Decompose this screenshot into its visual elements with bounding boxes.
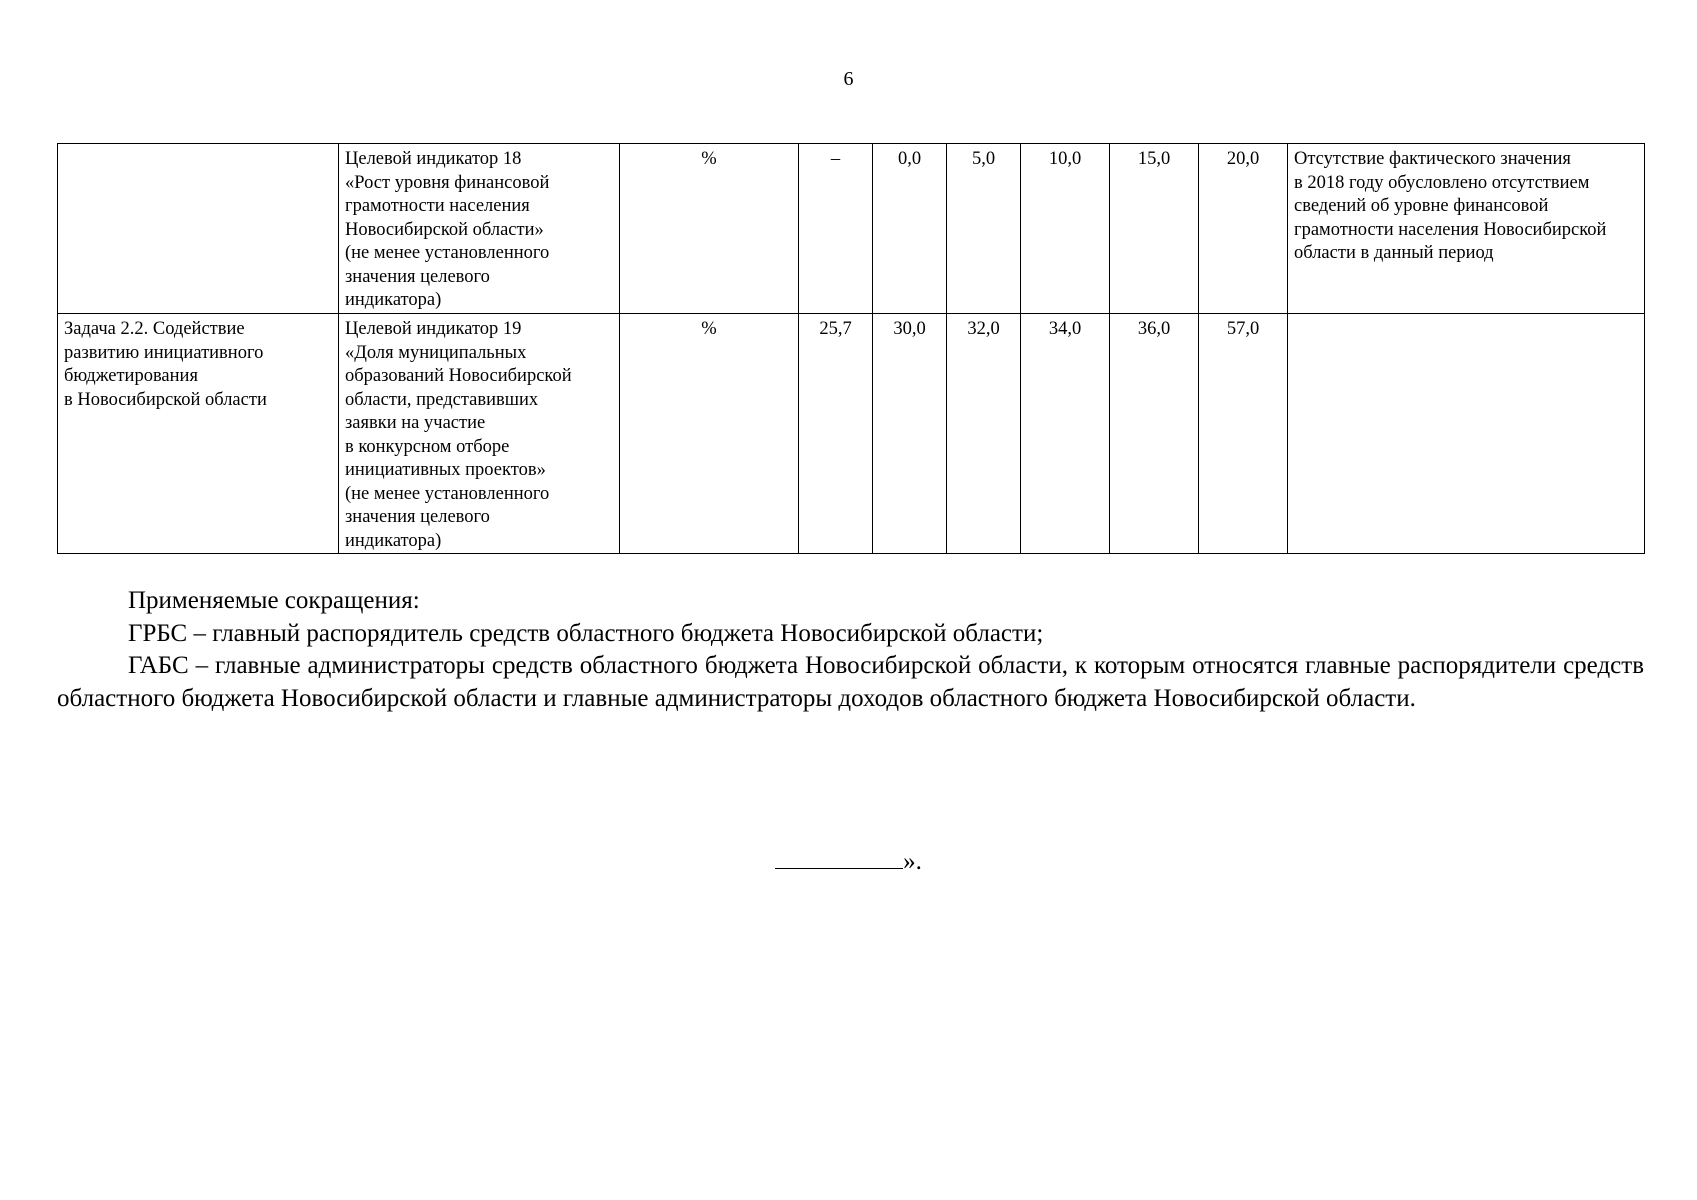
closing-mark [0,846,1697,876]
abbreviations-section [57,585,1644,715]
abbreviation-gabs: ГАБС – главные администраторы средств областного бюджета Новосибирской области, к которым относятся главные распорядители средств областного бюджета Новосибирской области и главные администраторы доходов областного бюджета Новосибирской области. [57,652,1644,712]
abbreviations-heading: Применяемые сокращения: [128,587,420,614]
value-cell: – [799,144,873,314]
value-cell: 34,0 [1021,314,1110,554]
value-cell: 57,0 [1199,314,1288,554]
table-row [58,314,1645,554]
value-cell: 15,0 [1110,144,1199,314]
signature-line [775,846,903,869]
indicator-cell: Целевой индикатор 18 «Рост уровня финансовой грамотности населения Новосибирской области» (не менее установленного значения целевого индикатора) [339,144,620,314]
value-cell: 20,0 [1199,144,1288,314]
value-cell: 30,0 [873,314,947,554]
value-cell: 10,0 [1021,144,1110,314]
closing-quote: ». [903,848,922,875]
note-cell: Отсутствие фактического значения в 2018 году обусловлено отсутствием сведений об уровне финансовой грамотности населения Новосибирской области в данный период [1288,144,1645,314]
indicator-cell: Целевой индикатор 19 «Доля муниципальных образований Новосибирской области, представивших заявки на участие в конкурсном отборе инициативных проектов» (не менее установленного значения целевого индикатора) [339,314,620,554]
task-cell: Задача 2.2. Содействие развитию инициативного бюджетирования в Новосибирской области [58,314,339,554]
page-number: 6 [843,68,854,90]
indicators-table [57,143,1645,554]
value-cell: 5,0 [947,144,1021,314]
abbreviation-grbs: ГРБС – главный распорядитель средств областного бюджета Новосибирской области; [128,619,1044,647]
value-cell: 36,0 [1110,314,1199,554]
unit-cell: % [620,144,799,314]
task-cell [58,144,339,314]
value-cell: 32,0 [947,314,1021,554]
value-cell: 25,7 [799,314,873,554]
unit-cell: % [620,314,799,554]
table-row [58,144,1645,314]
value-cell: 0,0 [873,144,947,314]
note-cell [1288,314,1645,554]
